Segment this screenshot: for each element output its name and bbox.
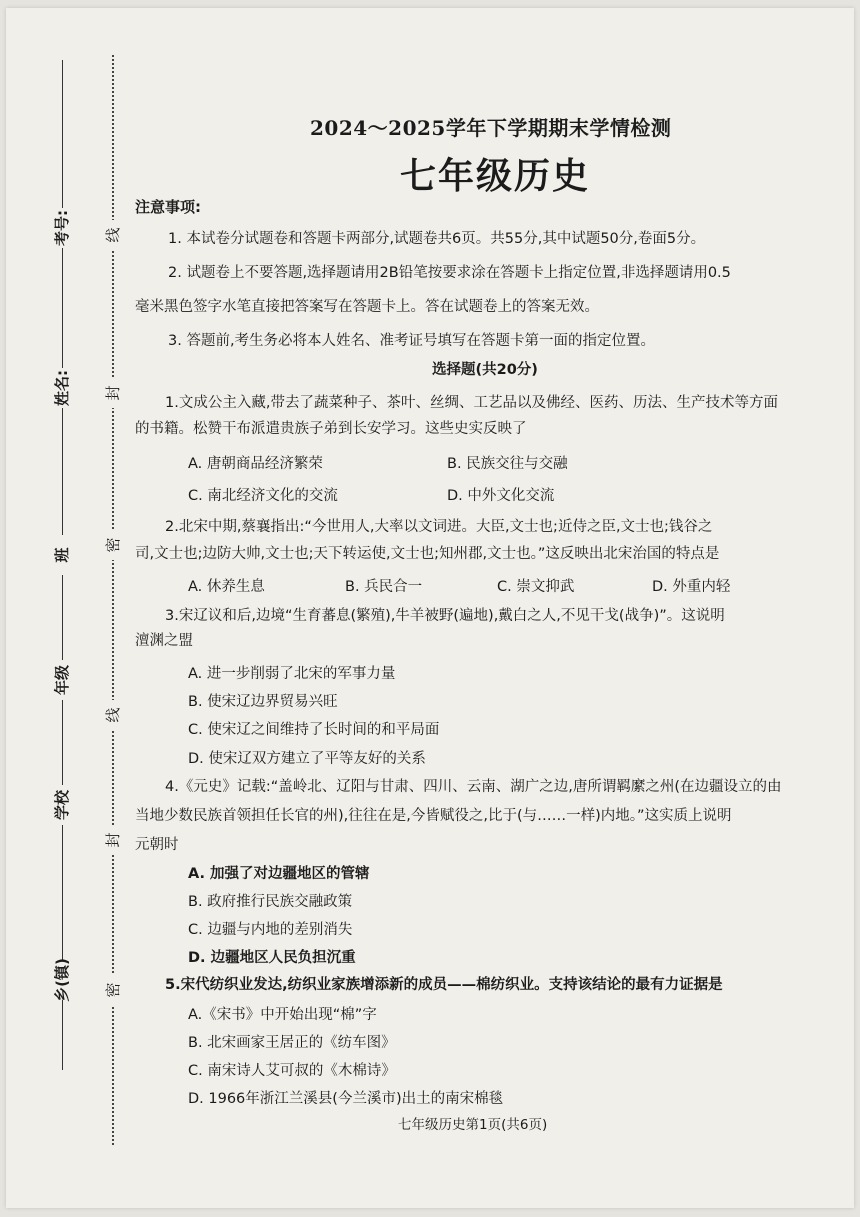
note-item: 2. 试题卷上不要答题,选择题请用2B铅笔按要求涂在答题卡上指定位置,非选择题请用0.5	[168, 265, 731, 281]
exam-title: 2024～2025学年下学期期末学情检测	[310, 116, 672, 140]
binding-mark: 密	[98, 975, 128, 1005]
option: B. 兵民合一	[345, 579, 423, 595]
binding-field-school: 学校	[53, 790, 71, 821]
option: B. 北宋画家王居正的《纺车图》	[188, 1035, 396, 1051]
note-item: 3. 答题前,考生务必将本人姓名、准考证号填写在答题卡第一面的指定位置。	[168, 333, 656, 349]
notes-heading: 注意事项:	[135, 198, 201, 216]
question-stem: 司,文士也;边防大帅,文士也;天下转运使,文士也;知州郡,文士也。”这反映出北宋治国的特点是	[135, 546, 720, 562]
question-stem: 4.《元史》记载:“盖岭北、辽阳与甘肃、四川、云南、湖广之边,唐所谓羁縻之州(在边疆设立的由	[165, 779, 782, 795]
question-stem: 3.宋辽议和后,边境“生育蕃息(繁殖),牛羊被野(遍地),戴白之人,不见干戈(战争)”。这说明	[165, 608, 725, 624]
option: A.《宋书》中开始出现“棉”字	[188, 1007, 377, 1023]
question-stem: 2.北宋中期,蔡襄指出:“今世用人,大率以文词进。大臣,文士也;近侍之臣,文士也;钱谷之	[165, 519, 713, 535]
option: B. 民族交往与交融	[447, 456, 568, 472]
option: B. 政府推行民族交融政策	[188, 894, 353, 910]
option: C. 边疆与内地的差别消失	[188, 922, 353, 938]
binding-field-exam-number: 考号:	[53, 210, 71, 246]
option: B. 使宋辽边界贸易兴旺	[188, 694, 338, 710]
question-stem: 的书籍。松赞干布派遣贵族子弟到长安学习。这些史实反映了	[135, 421, 527, 437]
option: C. 南北经济文化的交流	[188, 488, 338, 504]
binding-mark: 封	[98, 825, 128, 855]
page-footer: 七年级历史第1页(共6页)	[398, 1117, 548, 1133]
option: A. 唐朝商品经济繁荣	[188, 456, 323, 472]
note-item: 毫米黑色签字水笔直接把答案写在答题卡上。答在试题卷上的答案无效。	[135, 299, 599, 315]
note-item: 1. 本试卷分试题卷和答题卡两部分,试题卷共6页。共55分,其中试题50分,卷面5分。	[168, 231, 706, 247]
option: D. 使宋辽双方建立了平等友好的关系	[188, 751, 426, 767]
subject-title: 七年级历史	[400, 155, 591, 197]
question-stem: 元朝时	[135, 837, 179, 853]
binding-mark: 线	[98, 220, 128, 250]
binding-mark: 线	[98, 700, 128, 730]
binding-field-grade: 年级	[53, 665, 71, 696]
binding-field-name: 姓名:	[53, 370, 71, 406]
binding-field-class: 班	[53, 547, 71, 563]
option: C. 使宋辽之间维持了长时间的和平局面	[188, 722, 440, 738]
option: D. 中外文化交流	[447, 488, 555, 504]
section-heading: 选择题(共20分)	[432, 362, 538, 378]
option: D. 1966年浙江兰溪县(今兰溪市)出土的南宋棉毯	[188, 1091, 504, 1107]
option: D. 边疆地区人民负担沉重	[188, 950, 356, 966]
question-stem: 当地少数民族首领担任长官的州),往往在是,今皆赋役之,比于(与……一样)内地。”这实质上说明	[135, 808, 732, 824]
binding-mark: 密	[98, 530, 128, 560]
option: D. 外重内轻	[652, 579, 731, 595]
option: A. 休养生息	[188, 579, 265, 595]
option: A. 进一步削弱了北宋的军事力量	[188, 666, 396, 682]
binding-strip	[0, 0, 130, 1200]
option: C. 南宋诗人艾可叔的《木棉诗》	[188, 1063, 396, 1079]
option: C. 崇文抑武	[497, 579, 575, 595]
binding-field-township: 乡(镇)	[53, 958, 71, 1002]
question-stem: 5.宋代纺织业发达,纺织业家族增添新的成员——棉纺织业。支持该结论的最有力证据是	[165, 977, 723, 993]
question-stem: 澶渊之盟	[135, 633, 193, 649]
binding-mark: 封	[98, 378, 128, 408]
option: A. 加强了对边疆地区的管辖	[188, 866, 370, 882]
question-stem: 1.文成公主入藏,带去了蔬菜种子、茶叶、丝绸、工艺品以及佛经、医药、历法、生产技术等方面	[165, 395, 778, 411]
